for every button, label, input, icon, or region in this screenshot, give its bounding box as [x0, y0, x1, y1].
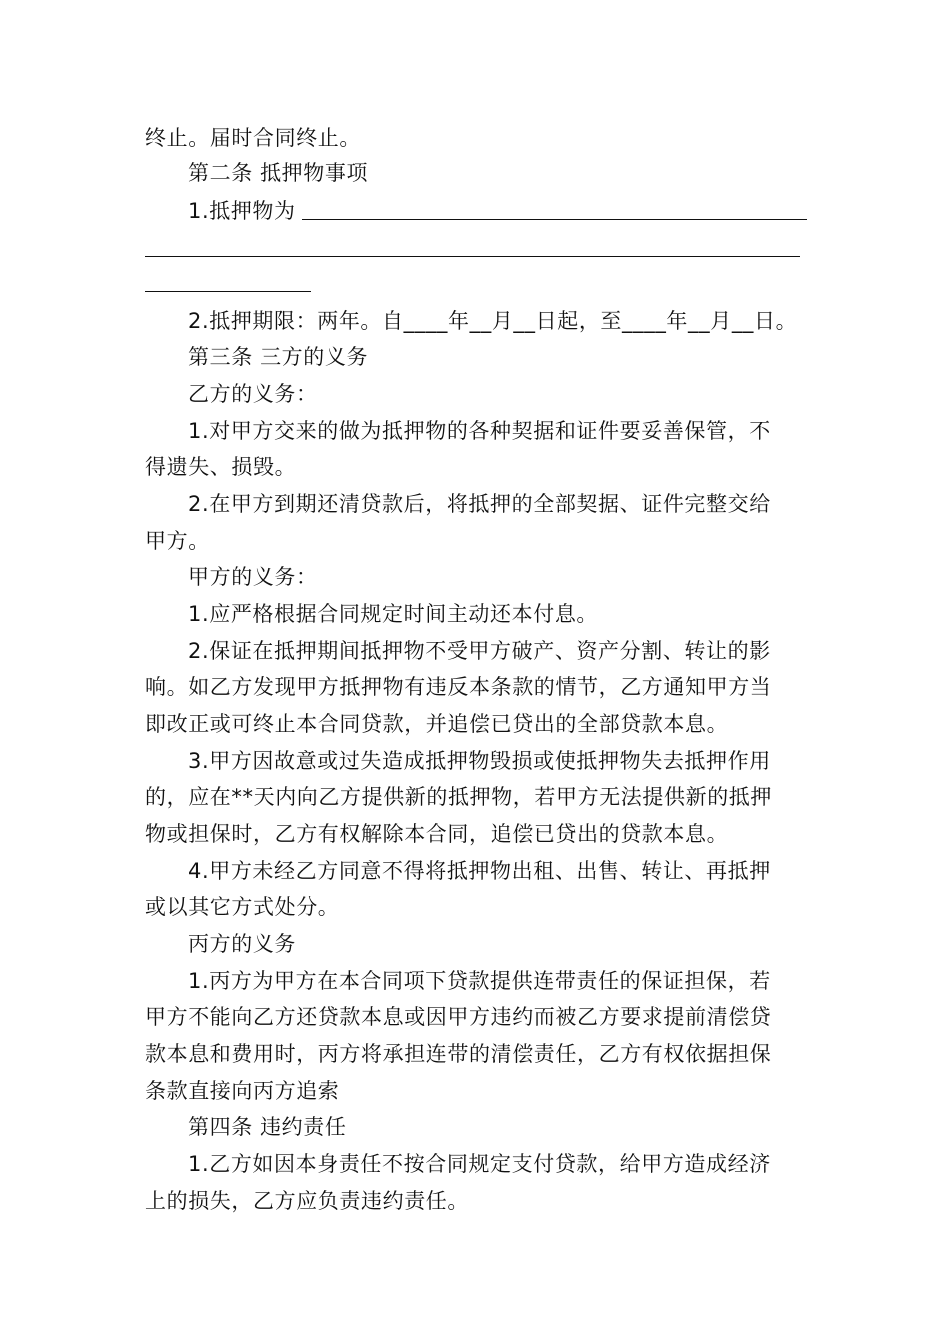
blank-underline-2 [145, 256, 800, 257]
text-line-a2-cont2: 即改正或可终止本合同贷款，并追偿已贷出的全部贷款本息。 [145, 712, 729, 736]
text-line-pledge-item: 1.抵押物为 [188, 199, 296, 223]
text-line-d1: 1.乙方如因本身责任不按合同规定支付贷款，给甲方造成经济 [188, 1152, 771, 1176]
text-line-c1: 1.丙方为甲方在本合同项下贷款提供连带责任的保证担保，若 [188, 969, 771, 993]
text-line-c1-cont3: 条款直接向丙方追索 [145, 1079, 340, 1103]
text-line-1: 终止。届时合同终止。 [145, 126, 361, 150]
subheading-party-c: 丙方的义务 [188, 932, 296, 956]
text-line-a4-cont: 或以其它方式处分。 [145, 895, 340, 919]
text-line-b1: 1.对甲方交来的做为抵押物的各种契据和证件要妥善保管，不 [188, 419, 771, 443]
subheading-party-b: 乙方的义务： [188, 382, 318, 406]
section-heading-3: 第三条 三方的义务 [188, 345, 369, 369]
text-line-d1-cont: 上的损失，乙方应负责违约责任。 [145, 1189, 469, 1213]
text-line-a3-cont2: 物或担保时，乙方有权解除本合同，追偿已贷出的贷款本息。 [145, 822, 729, 846]
text-line-b2: 2.在甲方到期还清贷款后，将抵押的全部契据、证件完整交给 [188, 492, 771, 516]
text-line-c1-cont1: 甲方不能向乙方还贷款本息或因甲方违约而被乙方要求提前清偿贷 [145, 1005, 772, 1029]
text-line-b2-cont: 甲方。 [145, 529, 210, 553]
text-line-pledge-term: 2.抵押期限：两年。自____年__月__日起，至____年__月__日。 [188, 309, 798, 333]
text-line-a1: 1.应严格根据合同规定时间主动还本付息。 [188, 602, 599, 626]
blank-underline-1 [302, 219, 807, 220]
text-line-a2: 2.保证在抵押期间抵押物不受甲方破产、资产分割、转让的影 [188, 639, 771, 663]
text-line-a4: 4.甲方未经乙方同意不得将抵押物出租、出售、转让、再抵押 [188, 859, 771, 883]
subheading-party-a: 甲方的义务： [188, 565, 318, 589]
text-line-a2-cont1: 响。如乙方发现甲方抵押物有违反本条款的情节，乙方通知甲方当 [145, 675, 772, 699]
text-line-a3-cont1: 的，应在**天内向乙方提供新的抵押物，若甲方无法提供新的抵押 [145, 785, 772, 809]
text-line-a3: 3.甲方因故意或过失造成抵押物毁损或使抵押物失去抵押作用 [188, 749, 771, 773]
blank-underline-3 [145, 291, 311, 292]
text-line-c1-cont2: 款本息和费用时，丙方将承担连带的清偿责任，乙方有权依据担保 [145, 1042, 772, 1066]
section-heading-2: 第二条 抵押物事项 [188, 161, 369, 185]
text-line-b1-cont: 得遗失、损毁。 [145, 455, 297, 479]
section-heading-4: 第四条 违约责任 [188, 1115, 347, 1139]
